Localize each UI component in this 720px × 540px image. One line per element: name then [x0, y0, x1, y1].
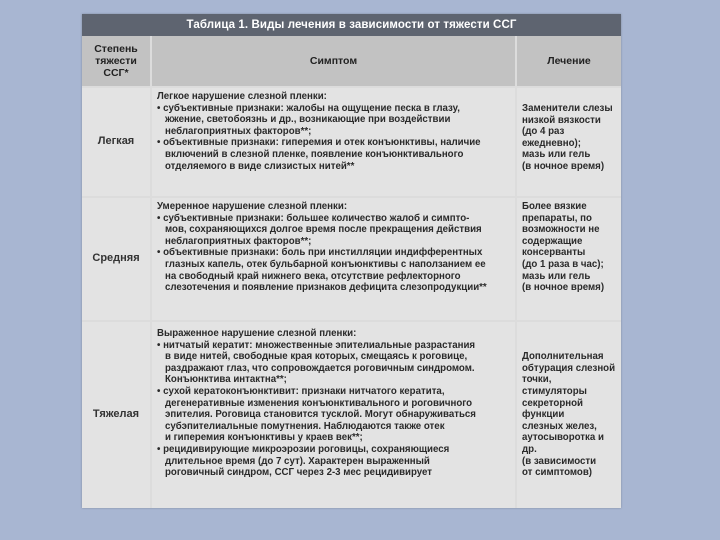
treatment-text: Дополнительная обтурация слезной точки, стимуляторы секреторной функции слезных желез, аутосыворотка и др. (в зависимости от симптомов) — [522, 351, 616, 479]
symptom-line: • субъективные признаки: большее количество жалоб и симпто- — [157, 212, 470, 224]
symptom-line: отделяемого в виде слизистых нитей** — [165, 160, 355, 172]
table-row-severe — [82, 322, 621, 508]
symptom-line: • рецидивирующие микроэрозии роговицы, сохраняющиеся — [157, 443, 450, 455]
degree-label: Легкая — [97, 135, 135, 148]
symptom-line: • объективные признаки: боль при инстилляции индифферентных — [157, 247, 483, 259]
symptom-line: • сухой кератоконъюнктивит: признаки нитчатого кератита, — [157, 385, 445, 397]
header-treatment — [517, 36, 621, 86]
table-row-moderate — [82, 198, 621, 320]
symptom-line: Конъюнктива интактна**; — [165, 374, 287, 386]
symptom-line: Выраженное нарушение слезной пленки: — [157, 328, 357, 339]
header-degree — [82, 36, 150, 86]
table-title: Таблица 1. Виды лечения в зависимости от тяжести ССГ — [82, 14, 621, 36]
degree-label: Средняя — [92, 252, 140, 265]
treatment-table — [82, 14, 621, 508]
symptom-line: и гиперемия конъюнктивы у краев век**; — [165, 432, 363, 444]
symptom-line: слезотечения и появление признаков дефицита слезопродукции** — [165, 282, 487, 294]
symptom-line: мов, сохраняющихся долгое время после прекращения действия — [165, 224, 482, 236]
symptom-line: в виде нитей, свободные края которых, смещаясь к роговице, — [165, 351, 468, 363]
symptom-line: неблагоприятных факторов**; — [165, 125, 312, 137]
symptom-line: длительное время (до 7 сут). Характерен выраженный — [165, 455, 430, 467]
symptom-line: Умеренное нарушение слезной пленки: — [157, 201, 348, 212]
symptom-line: • нитчатый кератит: множественные эпителиальные разрастания — [157, 339, 476, 351]
treatment-text: Заменители слезы низкой вязкости (до 4 раз ежедневно); мазь или гель (в ночное время) — [522, 103, 613, 172]
header-symptom-label: Симптом — [309, 55, 358, 67]
degree-cell — [82, 198, 150, 320]
header-degree-label: Степень тяжести ССГ* — [94, 43, 138, 79]
table-header-row — [82, 36, 621, 86]
symptom-line: раздражают глаз, что сопровождается роговичным синдромом. — [165, 362, 475, 374]
treatment-cell — [517, 198, 621, 320]
symptom-line: • объективные признаки: гиперемия и отек конъюнктивы, наличие — [157, 137, 481, 149]
symptom-line: • субъективные признаки: жалобы на ощущение песка в глазу, — [157, 102, 460, 114]
symptom-line: роговичный синдром, ССГ через 2-3 мес рецидивирует — [165, 467, 433, 479]
symptom-line: на свободный край нижнего века, отсутствие рефлекторного — [165, 270, 461, 282]
degree-cell — [82, 88, 150, 196]
symptom-line: неблагоприятных факторов**; — [165, 235, 312, 247]
degree-cell — [82, 322, 150, 508]
symptom-cell — [152, 322, 515, 508]
symptom-cell — [152, 88, 515, 196]
treatment-cell — [517, 88, 621, 196]
symptom-line: жжение, светобоязнь и др., возникающие при воздействии — [165, 114, 451, 126]
table-row-mild — [82, 88, 621, 196]
symptom-line: Легкое нарушение слезной пленки: — [157, 91, 327, 102]
header-symptom — [152, 36, 515, 86]
symptom-cell — [152, 198, 515, 320]
symptom-line: включений в слезной пленке, появление конъюнктивального — [165, 148, 464, 160]
treatment-cell — [517, 322, 621, 508]
symptom-line: эпителия. Роговица становится тусклой. Могут обнаруживаться — [165, 409, 476, 421]
symptom-line: дегенеративные изменения конъюнктивального и роговичного — [165, 397, 473, 409]
symptom-line: глазных капель, отек бульбарной конъюнктивы с наползанием ее — [165, 258, 486, 270]
treatment-text: Более вязкие препараты, по возможности не содержащие консерванты (до 1 раза в час); мазь или гель (в ночное время) — [522, 201, 605, 294]
symptom-line: субэпителиальные помутнения. Наблюдаются также отек — [165, 420, 445, 432]
degree-label: Тяжелая — [92, 408, 140, 421]
header-treatment-label: Лечение — [547, 55, 591, 67]
